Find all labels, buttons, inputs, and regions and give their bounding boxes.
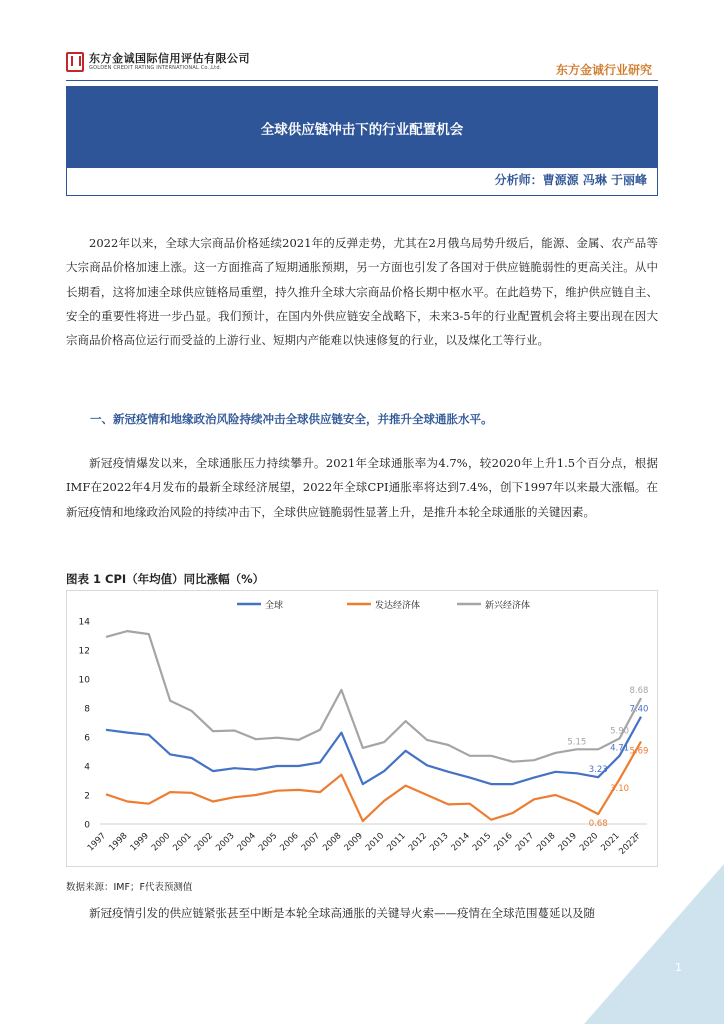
section-heading: 一、新冠疫情和地缘政治风险持续冲击全球供应链安全，并推升全球通胀水平。 <box>90 412 493 426</box>
series-line-3 <box>106 631 641 762</box>
y-tick-label: 12 <box>78 646 90 657</box>
data-label: 8.68 <box>629 686 649 697</box>
data-label: 0.68 <box>588 819 608 830</box>
page-number: 1 <box>675 961 682 974</box>
y-tick-label: 8 <box>84 704 90 715</box>
data-label: 5.15 <box>567 737 587 748</box>
x-tick-label: 2004 <box>235 831 258 854</box>
x-tick-label: 2009 <box>342 831 365 854</box>
report-title: 全球供应链冲击下的行业配置机会 <box>260 121 464 138</box>
data-label: 7.40 <box>629 704 649 715</box>
y-tick-label: 4 <box>84 762 90 773</box>
x-tick-label: 1998 <box>107 831 130 854</box>
data-label: 5.69 <box>629 746 649 757</box>
y-tick-label: 14 <box>78 617 90 628</box>
intro-text: 2022年以来，全球大宗商品价格延续2021年的反弹走势，尤其在2月俄乌局势升级后，能源、金属、农产品等大宗商品价格加速上涨。这一方面推高了短期通胀预期，另一方面也引发了各国对于供应链脆弱性的更高关注。从中长期看，这将加速全球供应链格局重塑，持久推升全球大宗商品价格长期中枢水平。在此趋势下，维护供应链自主、安全的重要性将进一步凸显。我们预计，在国内外供应链安全战略下，未来3-5年的行业配置机会将主要出现在因大宗商品价格高位运行而受益的上游行业、短期内产能难以快速修复的行业，以及煤化工等行业。 <box>66 236 658 348</box>
x-tick-label: 2014 <box>449 831 472 854</box>
section-paragraph <box>66 451 658 524</box>
data-label: 3.10 <box>610 784 630 795</box>
x-tick-label: 2015 <box>470 831 494 854</box>
x-tick-label: 2007 <box>299 831 323 854</box>
continuation-text: 新冠疫情引发的供应链紧张甚至中断是本轮全球高通胀的关键导火索——疫情在全球范围蔓延以及随 <box>89 906 595 920</box>
figure-title: 图表 1 CPI（年均值）同比涨幅（%） <box>66 572 265 586</box>
x-tick-label: 2016 <box>492 831 515 854</box>
legend-label: 全球 <box>265 601 284 611</box>
intro-paragraph <box>66 231 658 352</box>
brand-label: 东方金诚行业研究 <box>555 63 652 77</box>
x-tick-label: 2000 <box>149 831 173 854</box>
legend-label: 发达经济体 <box>375 601 421 611</box>
company-name-cn: 东方金诚国际信用评估有限公司 <box>89 51 250 65</box>
series-line-1 <box>106 717 641 784</box>
x-tick-label: 2001 <box>171 831 194 854</box>
x-tick-label: 2010 <box>363 831 387 854</box>
x-tick-label: 2020 <box>577 831 601 854</box>
legend-label: 新兴经济体 <box>485 601 531 611</box>
x-tick-label: 2002 <box>192 831 216 854</box>
x-tick-label: 2022F <box>617 831 644 857</box>
x-tick-label: 1997 <box>85 831 109 854</box>
data-label: 5.90 <box>610 726 630 737</box>
x-tick-label: 2013 <box>428 831 451 854</box>
figure-source: 数据来源：IMF；F代表预测值 <box>66 882 193 893</box>
company-logo <box>66 52 250 72</box>
y-tick-label: 10 <box>78 675 90 686</box>
x-tick-label: 2019 <box>556 831 579 854</box>
x-tick-label: 2018 <box>535 831 558 854</box>
company-name-en: GOLDEN CREDIT RATING INTERNATIONAL Co.,Ltd. <box>89 64 222 71</box>
y-tick-label: 0 <box>84 820 90 831</box>
series-line-2 <box>106 742 641 822</box>
title-bar <box>67 87 657 168</box>
data-label: 4.71 <box>610 743 630 754</box>
x-tick-label: 2006 <box>278 831 301 854</box>
report-authors: 分析师：曹源源 冯琳 于丽峰 <box>494 173 647 187</box>
x-tick-label: 2011 <box>385 831 408 854</box>
y-tick-label: 6 <box>84 733 90 744</box>
section-text: 新冠疫情爆发以来，全球通胀压力持续攀升。2021年全球通胀率为4.7%，较2020年上升1.5个百分点，根据IMF在2022年4月发布的最新全球经济展望，2022年全球CPI通胀率将达到7.4%，创下1997年以来最大涨幅。在新冠疫情和地缘政治风险的持续冲击下，全球供应链脆弱性显著上升，是推升本轮全球通胀的关键因素。 <box>66 456 658 519</box>
x-tick-label: 2012 <box>406 831 430 854</box>
title-box <box>66 86 658 196</box>
x-tick-label: 2008 <box>321 831 344 854</box>
y-tick-label: 2 <box>84 791 90 802</box>
corner-decoration <box>584 864 724 1024</box>
x-tick-label: 2017 <box>513 831 537 854</box>
x-tick-label: 1999 <box>128 831 151 854</box>
cpi-line-chart <box>67 591 657 866</box>
x-tick-label: 2003 <box>214 831 237 854</box>
chart-container <box>66 590 658 867</box>
header-divider <box>66 80 658 81</box>
company-logo-icon <box>66 52 84 72</box>
x-tick-label: 2021 <box>599 831 622 854</box>
x-tick-label: 2005 <box>256 831 280 854</box>
data-label: 3.23 <box>588 765 608 776</box>
